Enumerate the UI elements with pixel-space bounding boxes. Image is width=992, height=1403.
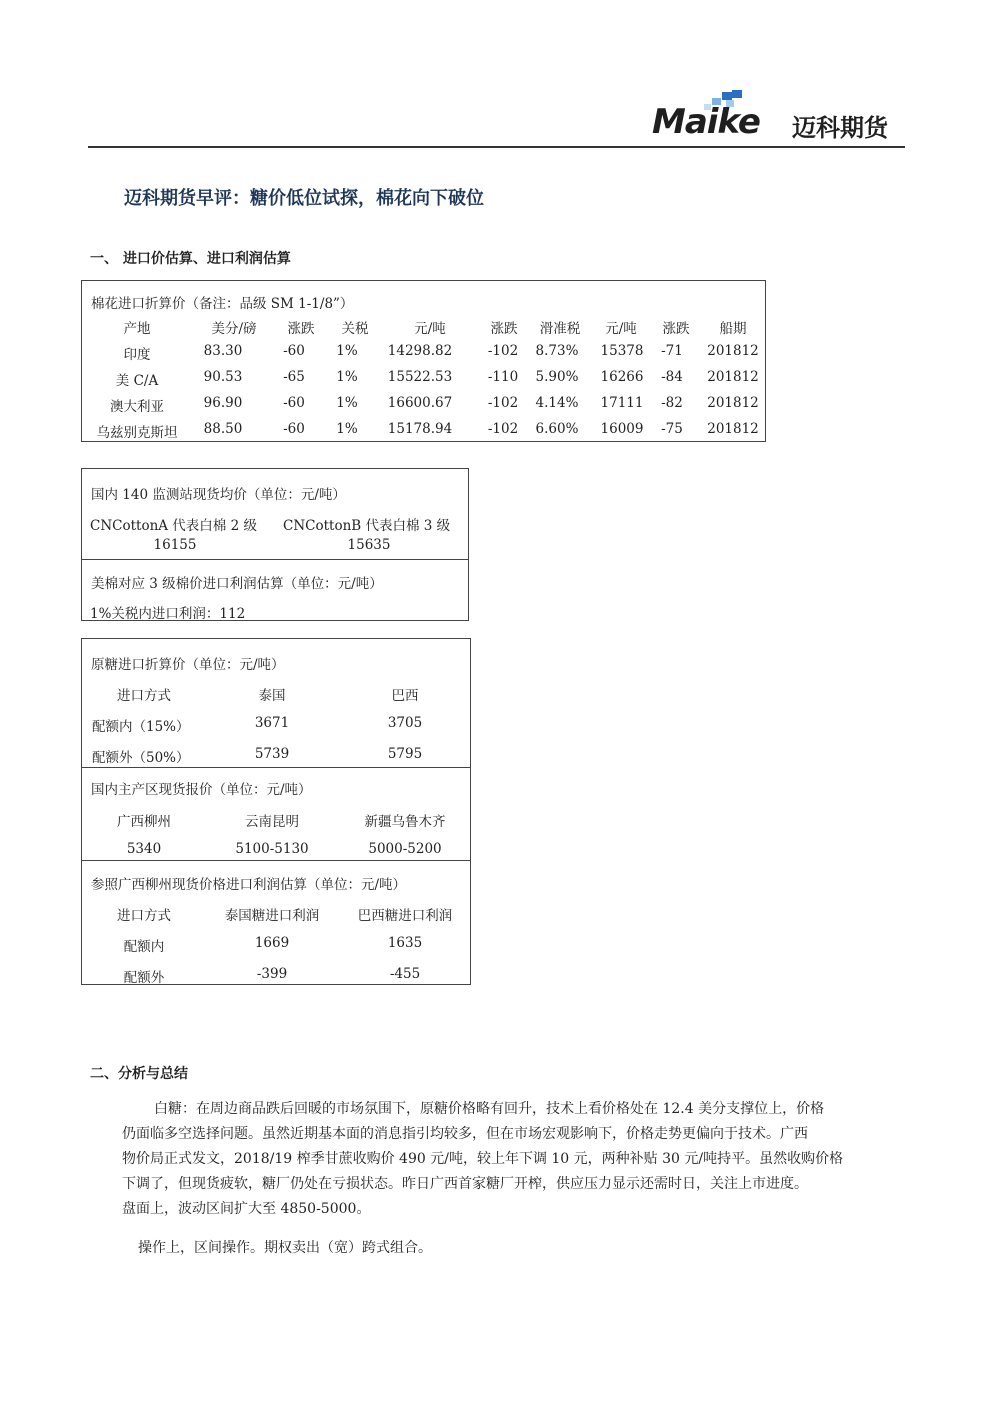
table-cell: 4.14% [535, 395, 579, 411]
table-cell: 6.60% [535, 421, 579, 437]
table-cell: 14298.82 [387, 343, 453, 359]
table-caption: 棉花进口折算价（备注：品级 SM 1-1/8”） [91, 296, 354, 312]
table-divider [82, 767, 470, 768]
table-caption: 美棉对应 3 级棉价进口利润估算（单位：元/吨） [91, 576, 383, 592]
table-cell: 201812 [707, 369, 759, 385]
table-cell: 5795 [387, 746, 423, 762]
table-cell: 3671 [254, 715, 290, 731]
column-header: 滑准税 [539, 321, 581, 337]
table-cell: 5.90% [535, 369, 579, 385]
sugar-price-table [81, 638, 471, 985]
company-logo [652, 90, 902, 142]
spot-price: 5000-5200 [368, 841, 442, 857]
region-label: 云南昆明 [245, 814, 299, 830]
table-cell: 1% [336, 343, 358, 359]
column-header: 泰国 [258, 688, 286, 704]
table-cell: 96.90 [203, 395, 243, 411]
spot-price: 5340 [126, 841, 162, 857]
table-cell: 配额内（15%） [92, 719, 190, 735]
region-label: 广西柳州 [117, 814, 171, 830]
table-cell: 配额外（50%） [92, 750, 190, 766]
table-cell: 15378 [600, 343, 644, 359]
table-cell: 1% [336, 395, 358, 411]
table-cell: 5739 [254, 746, 290, 762]
cncotton-price-table [81, 468, 469, 621]
cncotton-a-value: 16155 [153, 537, 197, 553]
table-cell: 17111 [600, 395, 644, 411]
table-cell: 83.30 [203, 343, 243, 359]
table-cell: -82 [661, 395, 683, 411]
table-cell: 配额内 [123, 939, 165, 955]
table-cell: -102 [487, 343, 519, 359]
cncotton-b-value: 15635 [347, 537, 391, 553]
table-caption: 国内 140 监测站现货均价（单位：元/吨） [91, 487, 346, 503]
table-cell: 乌兹别克斯坦 [96, 425, 178, 441]
column-header: 元/吨 [414, 321, 446, 337]
table-cell: -71 [661, 343, 683, 359]
column-header: 进口方式 [117, 688, 171, 704]
table-cell: -84 [661, 369, 683, 385]
table-cell: 16266 [600, 369, 644, 385]
table-cell: 15178.94 [387, 421, 453, 437]
table-cell: 1635 [387, 935, 423, 951]
table-cell: -102 [487, 421, 519, 437]
table-divider [82, 559, 468, 560]
column-header: 进口方式 [117, 908, 171, 924]
table-cell: 1669 [254, 935, 290, 951]
table-cell: 201812 [707, 421, 759, 437]
section-heading-1: 一、 进口价估算、进口利润估算 [90, 251, 291, 267]
column-header: 产地 [123, 321, 151, 337]
import-profit-value: 1%关税内进口利润：112 [90, 606, 246, 622]
table-cell: 88.50 [203, 421, 243, 437]
table-cell: 1% [336, 369, 358, 385]
table-cell: 16009 [600, 421, 644, 437]
analysis-paragraph-line: 仍面临多空选择问题。虽然近期基本面的消息指引均较多，但在市场宏观影响下，价格走势更偏向于技术。广西 [122, 1126, 808, 1142]
analysis-paragraph-line: 下调了，但现货疲软，糖厂仍处在亏损状态。昨日广西首家糖厂开榨，供应压力显示还需时日，关注上市进度。 [122, 1176, 808, 1192]
table-cell: 印度 [123, 347, 151, 363]
analysis-paragraph-line: 白糖：在周边商品跌后回暖的市场氛围下，原糖价格略有回升，技术上看价格处在 12.4 美分支撑位上，价格 [154, 1101, 825, 1117]
table-cell: 8.73% [535, 343, 579, 359]
table-caption: 原糖进口折算价（单位：元/吨） [91, 657, 285, 673]
operation-paragraph: 操作上，区间操作。期权卖出（宽）跨式组合。 [138, 1240, 432, 1256]
table-cell: 201812 [707, 395, 759, 411]
cncotton-a-label: CNCottonA 代表白棉 2 级 [90, 518, 257, 534]
table-cell: -65 [283, 369, 305, 385]
table-cell: 1% [336, 421, 358, 437]
table-cell: -399 [256, 966, 288, 982]
table-cell: -455 [389, 966, 421, 982]
analysis-paragraph-line: 物价局正式发文，2018/19 榨季甘蔗收购价 490 元/吨，较上年下调 10 元，两种补贴 30 元/吨持平。虽然收购价格 [122, 1151, 844, 1167]
column-header: 涨跌 [287, 321, 315, 337]
page-title: 迈科期货早评：糖价低位试探，棉花向下破位 [124, 188, 484, 209]
column-header: 涨跌 [662, 321, 690, 337]
table-cell: 201812 [707, 343, 759, 359]
column-header: 船期 [719, 321, 747, 337]
table-caption: 参照广西柳州现货价格进口利润估算（单位：元/吨） [91, 877, 407, 893]
table-cell: -110 [487, 369, 519, 385]
logo-wordmark: Maike [652, 102, 760, 142]
column-header: 元/吨 [605, 321, 637, 337]
column-header: 美分/磅 [211, 321, 257, 337]
table-cell: 16600.67 [387, 395, 453, 411]
column-header: 巴西糖进口利润 [357, 908, 453, 924]
table-caption: 国内主产区现货报价（单位：元/吨） [91, 782, 312, 798]
logo-chinese-name: 迈科期货 [792, 114, 888, 142]
table-cell: 15522.53 [387, 369, 453, 385]
column-header: 巴西 [391, 688, 419, 704]
table-cell: -102 [487, 395, 519, 411]
table-divider [82, 860, 470, 861]
header-divider [88, 146, 905, 148]
table-cell: 3705 [387, 715, 423, 731]
region-label: 新疆乌鲁木齐 [364, 814, 446, 830]
table-cell: -75 [661, 421, 683, 437]
column-header: 涨跌 [490, 321, 518, 337]
table-cell: -60 [283, 395, 305, 411]
column-header: 泰国糖进口利润 [224, 908, 320, 924]
table-cell: 90.53 [203, 369, 243, 385]
cotton-import-table [81, 280, 766, 442]
section-heading-2: 二、分析与总结 [90, 1066, 188, 1082]
table-cell: -60 [283, 421, 305, 437]
analysis-paragraph-line: 盘面上，波动区间扩大至 4850-5000。 [122, 1201, 371, 1217]
cncotton-b-label: CNCottonB 代表白棉 3 级 [283, 518, 451, 534]
table-cell: 澳大利亚 [110, 399, 164, 415]
column-header: 关税 [341, 321, 369, 337]
table-cell: 美 C/A [115, 373, 159, 389]
spot-price: 5100-5130 [235, 841, 309, 857]
table-cell: -60 [283, 343, 305, 359]
table-cell: 配额外 [123, 970, 165, 986]
